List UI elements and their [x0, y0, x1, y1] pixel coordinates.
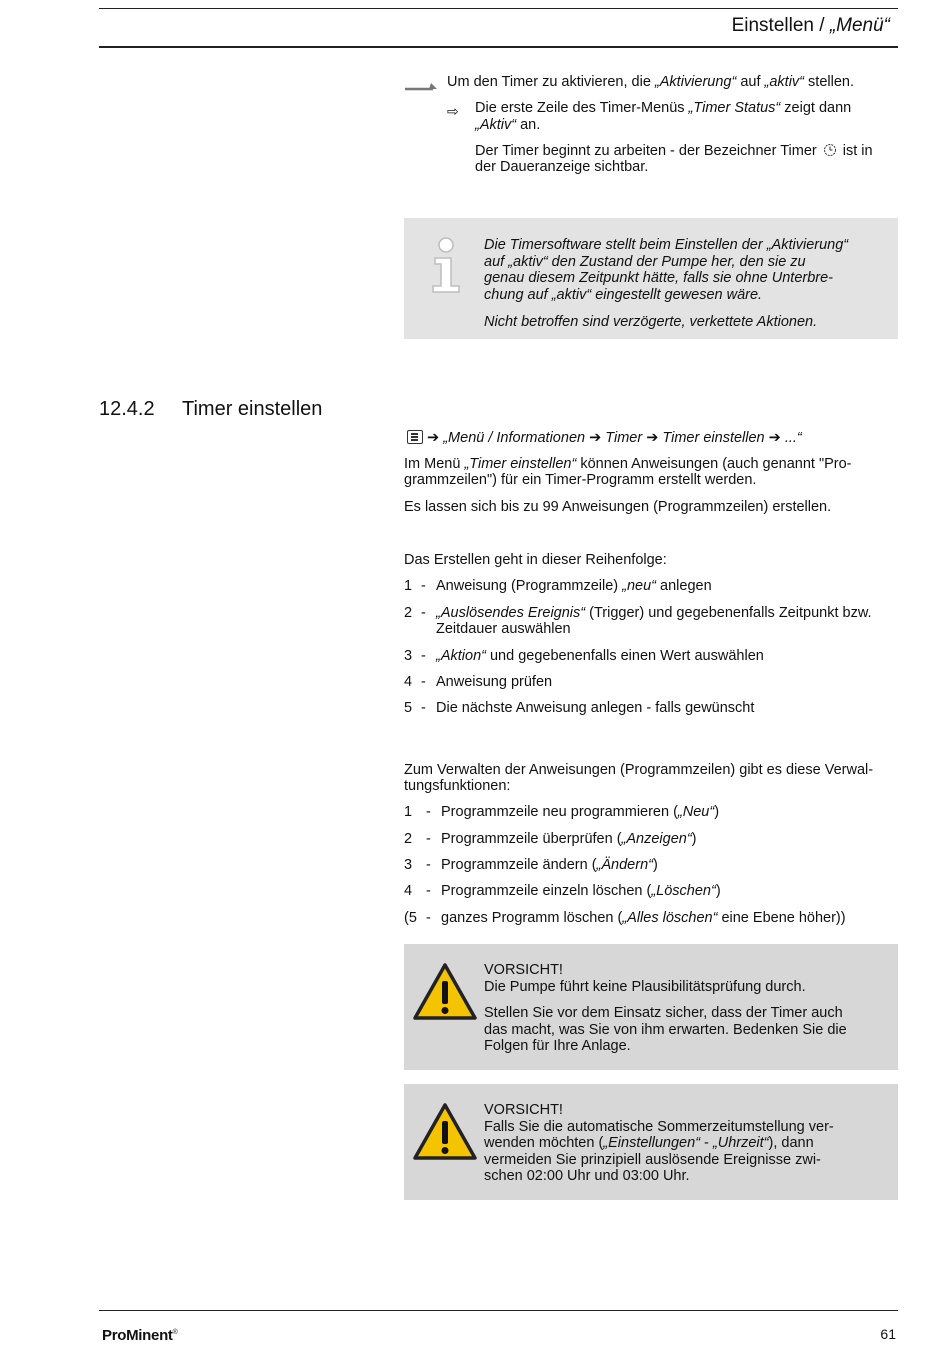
section-number: 12.4.2	[99, 398, 155, 420]
warning-text: VORSICHT! Die Pumpe führt keine Plausibilitätsprüfung durch. Stellen Sie vor dem Einsatz sicher, dass der Timer auch das macht, was Sie von ihm erwarten. Bedenken Sie die Folgen für Ihre Anlage.	[484, 962, 869, 1065]
header-top-rule	[99, 8, 898, 9]
warning-triangle-icon	[412, 1102, 478, 1162]
warning-text: VORSICHT! Falls Sie die automatische Sommerzeitumstellung ver- wenden möchten („Einstellungen“ - „Uhrzeit“), dann vermeiden Sie prinzipiell auslösende Ereignisse zwi- schen 02:00 Uhr und 03:00 Uhr.	[484, 1102, 869, 1185]
info-box	[404, 218, 898, 339]
intro-line-2: grammzeilen") für ein Timer-Programm erstellt werden.	[404, 472, 757, 488]
warning-box	[404, 1084, 898, 1200]
timer-paragraph-line-2: der Daueranzeige sichtbar.	[475, 159, 649, 175]
manage-heading-line-1: Zum Verwalten der Anweisungen (Programmzeilen) gibt es diese Verwal-	[404, 762, 874, 778]
menu-icon	[407, 430, 423, 444]
step-instruction: Um den Timer zu aktivieren, die „Aktivierung“ auf „aktiv“ stellen.	[447, 74, 854, 90]
brand-logo: ProMinent®	[102, 1327, 178, 1344]
info-text: Die Timersoftware stellt beim Einstellen der „Aktivierung“ auf „aktiv“ den Zustand der Pumpe her, den sie zu genau diesem Zeitpunkt hätte, falls sie ohne Unterbre- chung auf „aktiv“ eingestellt gewesen wäre. Nicht betroffen sind verzögerte, verkettete Aktionen.	[484, 237, 849, 330]
intro-line-1: Im Menü „Timer einstellen“ können Anweisungen (auch genannt "Pro-	[404, 456, 852, 472]
manage-heading-line-2: tungsfunktionen:	[404, 778, 511, 794]
order-heading: Das Erstellen geht in dieser Reihenfolge:	[404, 552, 667, 568]
footer-rule	[99, 1310, 898, 1311]
result-line-2: „Aktiv“ an.	[475, 117, 541, 133]
clock-icon	[823, 143, 837, 157]
menu-arrow-icon: ➔	[423, 430, 444, 446]
warning-box	[404, 944, 898, 1070]
result-arrow-icon: ⇨	[447, 103, 459, 119]
header-bottom-rule	[99, 46, 898, 48]
page-number: 61	[880, 1326, 896, 1342]
section-title: Timer einstellen	[182, 398, 323, 420]
intro-line-3: Es lassen sich bis zu 99 Anweisungen (Programmzeilen) erstellen.	[404, 499, 832, 515]
header-title: Einstellen / „Menü“	[731, 15, 890, 36]
step-arrow-icon	[405, 80, 437, 92]
warning-title: VORSICHT!	[484, 1102, 563, 1118]
warning-title: VORSICHT!	[484, 962, 563, 978]
timer-paragraph-line-1: Der Timer beginnt zu arbeiten - der Bezeichner Timer ist in	[475, 143, 873, 159]
result-line-1: Die erste Zeile des Timer-Menüs „Timer Status“ zeigt dann	[475, 100, 852, 116]
menu-path: ➔ „Menü / Informationen ➔ Timer ➔ Timer einstellen ➔ ...“	[407, 430, 802, 446]
warning-triangle-icon	[412, 962, 478, 1022]
info-icon	[429, 236, 463, 294]
